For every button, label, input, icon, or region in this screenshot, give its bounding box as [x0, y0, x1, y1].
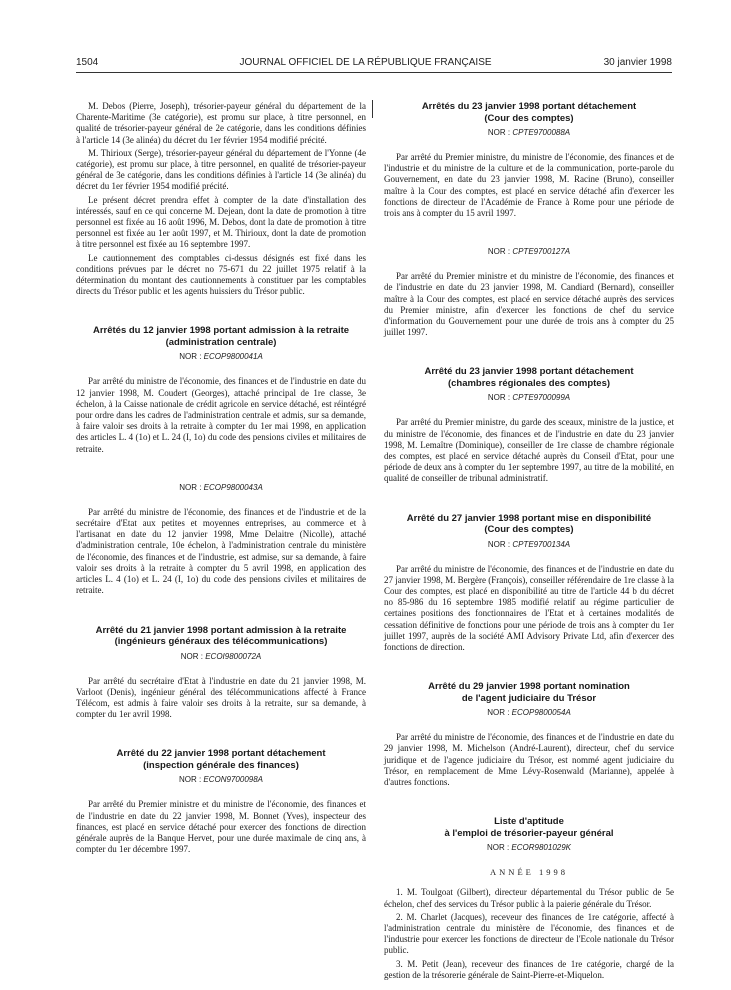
section-title: Arrêté du 21 janvier 1998 portant admission à la retraite (ingénieurs généraux des télécommunications) — [95, 624, 347, 647]
nor-reference: NOR : ECOP9800054A — [487, 708, 571, 718]
section-title: Arrêté du 22 janvier 1998 portant détachement (inspection générale des finances) — [116, 748, 326, 771]
paragraph: Par arrêté du ministre de l'économie, des finances et de l'industrie en date du 27 janvier 1998, M. Bergère (François), conseiller référendaire de 1re classe à la Cour des comptes, est placé en disponibilité au titre de l'article 44 b du décret no 85-986 du 16 septembre 1985 modifié relatif au régime particulier de certaines positions des fonctionnaires de l'Etat et à certaines modalités de cessation définitive de fonctions pour une période de trois ans à compter du 1er juillet 1997, auprès de la société AMI Advisory Private Ltd, afin d'exercer des fonctions de direction. — [384, 563, 674, 653]
page-number: 1504 — [76, 57, 99, 68]
journal-title: JOURNAL OFFICIEL DE LA RÉPUBLIQUE FRANÇAISE — [239, 57, 492, 68]
nor-code: ECOP9800054A — [511, 708, 571, 718]
paragraph: Par arrêté du ministre de l'économie, des finances et de l'industrie en date du 29 janvier 1998, M. Michelson (André-Laurent), directeur, chef du service juridique et de l'agence judiciaire du Trésor, est nommé agent judiciaire du Trésor, en remplacement de Mme Lévy-Rosenwald (Marianne), appelée à d'autres fonctions. — [384, 732, 674, 788]
nor-reference: NOR : ECOR9801029K — [486, 843, 572, 853]
left-column — [76, 101, 366, 857]
nor-reference: NOR : ECON9700098A — [178, 775, 264, 785]
issue-date: 30 janvier 1998 — [603, 57, 672, 68]
list-item: 3. M. Petit (Jean), receveur des finances de 1re catégorie, chargé de la gestion de la trésorerie générale de Saint-Pierre-et-Miquelon. — [384, 958, 674, 980]
list-item: 2. M. Charlet (Jacques), receveur des finances de 1re catégorie, affecté à l'administration centrale du ministère de l'économie, des finances et de l'industrie pour exercer les fonctions de directeur de l'Ecole nationale du Trésor public. — [384, 911, 674, 956]
paragraph: M. Debos (Pierre, Joseph), trésorier-payeur général du département de la Charente-Maritime (3e catégorie), est promu sur place, à titre personnel, en qualité de trésorier-payeur général de 2e catégorie, dans les conditions définies à l'article 14 (3e alinéa) du décret du 1er février 1954 modifié précité. — [76, 101, 366, 145]
paragraph: Par arrêté du Premier ministre et du ministre de l'économie, des finances et de l'industrie en date du 23 janvier 1998, M. Candiard (Bernard), conseiller maître à la Cour des comptes, est placé en service détaché auprès des services du Premier ministre, afin d'exercer les fonctions de chef du service d'information du Gouvernement pour une durée de trois ans à compter du 25 juillet 1997. — [384, 271, 674, 338]
paragraph: Le présent décret prendra effet à compter de la date d'installation des intéressés, sauf en ce qui concerne M. Dejean, dont la date de promotion à titre personnel est fixée au 16 août 1996, M. Debos, dont la date de promotion à titre personnel est fixée au 1er août 1997, et M. Thirioux, dont la date de promotion à titre personnel est fixée au 16 septembre 1997. — [76, 194, 366, 250]
paragraph: M. Thirioux (Serge), trésorier-payeur général du département de l'Yonne (4e catégorie), est promu sur place, à titre personnel, en qualité de trésorier-payeur général de 3e catégorie, dans les conditions définies à l'article 14 (3e alinéa) du décret du 1er février 1954 modifié précité. — [76, 147, 366, 192]
nor-reference: NOR : CPTE9700088A — [487, 128, 571, 137]
nor-code: CPTE9700088A — [512, 128, 571, 137]
paragraph: Par arrêté du ministre de l'économie, des finances et de l'industrie en date du 12 janvier 1998, M. Coudert (Georges), attaché principal de 1re classe, 3e échelon, à la Caisse nationale de crédit agricole en service détaché, est réintégré pour ordre dans les cadres de l'administration centrale et admis, sur sa demande, à faire valoir ses droits à la retraite à compter du 1er mai 1998, en application des articles L. 4 (1o) et L. 24 (I, 1o) du code des pensions civiles et militaires de retraite. — [76, 376, 366, 454]
section-title: Arrêtés du 12 janvier 1998 portant admission à la retraite (administration centrale) — [92, 325, 350, 348]
section-title: Arrêté du 27 janvier 1998 portant mise en disponibilité (Cour des comptes) — [406, 512, 652, 536]
nor-code: CPTE9700134A — [512, 539, 571, 549]
paragraph: Par arrêté du ministre de l'économie, des finances et de l'industrie et de la secrétaire d'Etat aux petites et moyennes entreprises, au commerce et à l'artisanat en date du 12 janvier 1998, Mme Delaitre (Nicolle), attaché d'administration centrale, 10e échelon, à l'administration centrale du ministère de l'économie, des finances et de l'industrie, est admise, sur sa demande, à faire valoir ses droits à la retraite à compter du 5 avril 1998, en application des articles L. 4 (1o) et L. 24 (I, 1o) du code des pensions civiles et militaires de retraite. — [76, 506, 366, 596]
nor-code: ECOI9800072A — [205, 651, 262, 661]
paragraph: Par arrêté du Premier ministre, du garde des sceaux, ministre de la justice, et du ministre de l'économie, des finances et de l'industrie en date du 23 janvier 1998, M. Lemaître (Dominique), conseiller de 1re classe de chambre régionale des comptes, est placé en service détaché auprès du Conseil d'Etat, pour une période de deux ans à compter du 1er septembre 1997, au titre de la mobilité, en qualité de conseiller de tribunal administratif. — [384, 417, 674, 484]
column-separator — [372, 100, 373, 118]
section-title: Arrêté du 29 janvier 1998 portant nomination de l'agent judiciaire du Trésor — [428, 681, 630, 704]
section-title: Arrêté du 23 janvier 1998 portant détachement (chambres régionales des comptes) — [424, 366, 634, 389]
nor-reference: NOR : ECOP9800043A — [179, 482, 263, 492]
list-item: 1. M. Toulgoat (Gilbert), directeur départemental du Trésor public de 5e échelon, chef des services du Trésor public à la paierie générale du Trésor. — [384, 887, 674, 909]
paragraph: Par arrêté du Premier ministre et du ministre de l'économie, des finances et de l'industrie en date du 22 janvier 1998, M. Bonnet (Yves), inspecteur des finances, est placé en service détaché pour exercer des fonctions de direction générale auprès de la Banque Hervet, pour une durée maximale de cinq ans, à compter du 1er décembre 1997. — [76, 799, 366, 855]
header-rule — [76, 72, 672, 73]
nor-reference: NOR : ECOI9800072A — [180, 651, 262, 661]
nor-code: ECOR9801029K — [511, 843, 572, 853]
section-title: Liste d'aptitude à l'emploi de trésorier-payeur général — [444, 816, 614, 839]
nor-code: ECOP9800043A — [203, 482, 263, 492]
nor-reference: NOR : CPTE9700134A — [487, 539, 571, 549]
nor-code: CPTE9700127A — [512, 247, 571, 257]
nor-reference: NOR : CPTE9700127A — [487, 247, 571, 257]
nor-code: CPTE9700099A — [512, 393, 571, 403]
paragraph: Par arrêté du secrétaire d'Etat à l'industrie en date du 21 janvier 1998, M. Varloot (Denis), ingénieur général des télécommunications affecté à France Télécom, est admis à faire valoir ses droits à la retraite, sur sa demande, à compter du 1er avril 1998. — [76, 675, 366, 720]
nor-code: ECON9700098A — [203, 775, 264, 785]
right-column — [384, 101, 674, 983]
nor-code: ECOP9800041A — [203, 352, 263, 362]
paragraph: Le cautionnement des comptables ci-dessus désignés est fixé dans les conditions prévues par le décret no 75-671 du 22 juillet 1975 relatif à la détermination du montant des cautionnements à constituer par les comptables directs du Trésor public et les agents huissiers du Trésor public. — [76, 252, 366, 297]
year-heading: ANNÉE 1998 — [490, 867, 568, 878]
paragraph: Par arrêté du Premier ministre, du ministre de l'économie, des finances et de l'industrie et du ministre de la culture et de la communication, porte-parole du Gouvernement, en date du 23 janvier 1998, M. Racine (Bruno), conseiller maître à la Cour des comptes, est placé en service détaché afin d'exercer les fonctions de directeur de l'Académie de France à Rome pour une période de trois ans à compter du 15 avril 1997. — [384, 152, 674, 219]
nor-reference: NOR : CPTE9700099A — [487, 393, 571, 403]
nor-reference: NOR : ECOP9800041A — [179, 352, 263, 362]
section-title: Arrêtés du 23 janvier 1998 portant détachement (Cour des comptes) — [421, 101, 637, 124]
